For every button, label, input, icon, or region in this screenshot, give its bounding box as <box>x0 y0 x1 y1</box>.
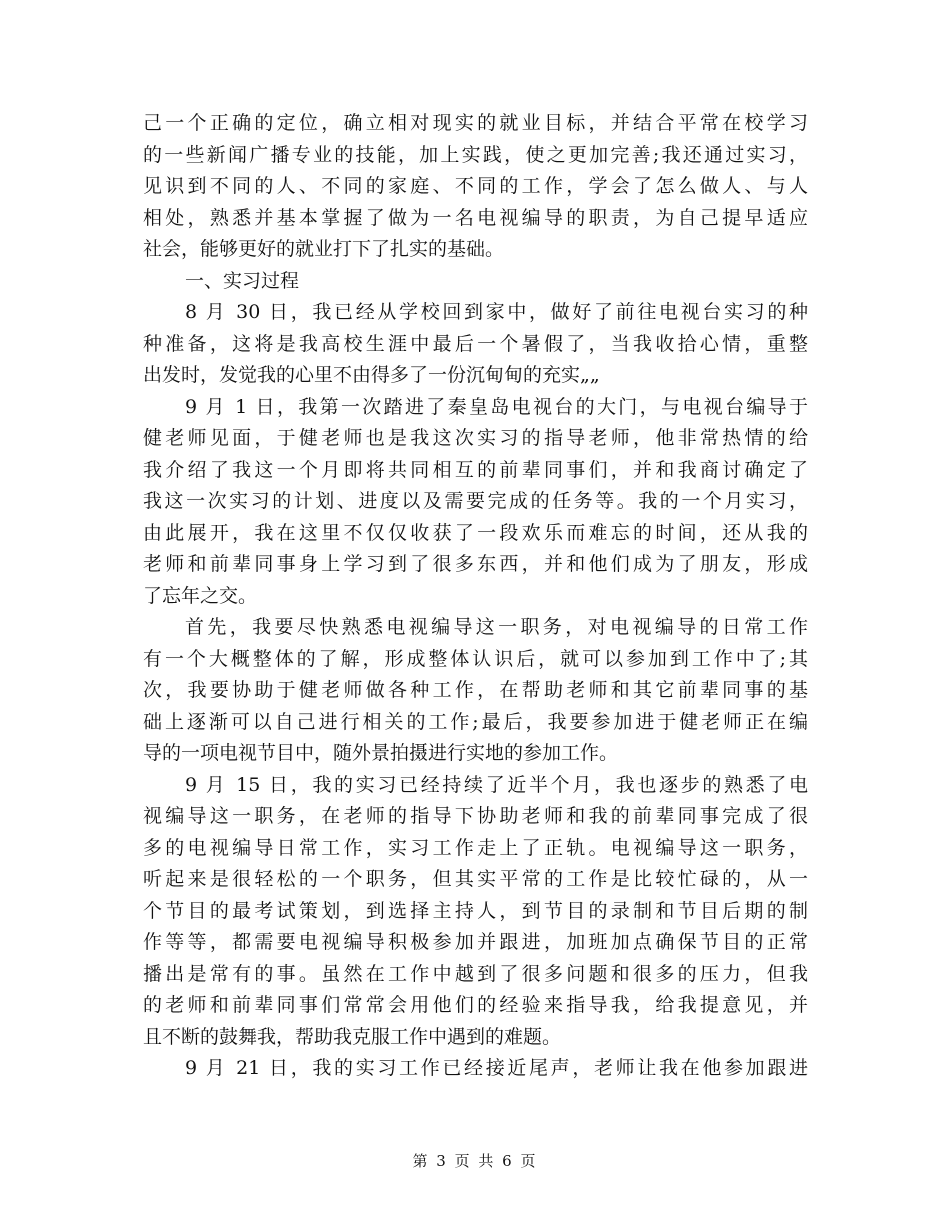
text-line: 且不断的鼓舞我，帮助我克服工作中遇到的难题。 <box>143 1025 562 1048</box>
text-line: 作等等，都需要电视编导积极参加并跟进，加班加点确保节目的正常 <box>143 931 808 953</box>
text-line: 9 月 15 日，我的实习已经持续了近半个月，我也逐步的熟悉了电 <box>185 773 808 796</box>
text-line: 导的一项电视节目中，随外景拍摄进行实地的参加工作。 <box>143 742 619 764</box>
text-line: 9 月 21 日，我的实习工作已经接近尾声，老师让我在他参加跟进 <box>185 1057 808 1079</box>
text-line: 出发时，发觉我的心里不由得多了一份沉甸甸的充实„„ <box>143 364 600 386</box>
text-line: 首先，我要尽快熟悉电视编导这一职务，对电视编导的日常工作 <box>185 616 808 638</box>
text-line: 听起来是很轻松的一个职务，但其实平常的工作是比较忙碌的，从一 <box>143 868 808 890</box>
text-line: 己一个正确的定位，确立相对现实的就业目标，并结合平常在校学习 <box>143 112 808 134</box>
text-line: 次，我要协助于健老师做各种工作，在帮助老师和其它前辈同事的基 <box>143 679 808 701</box>
text-line: 老师和前辈同事身上学习到了很多东西，并和他们成为了朋友，形成 <box>143 553 808 575</box>
text-line: 个节目的最考试策划，到选择主持人，到节目的录制和节目后期的制 <box>143 899 808 922</box>
text-line: 的一些新闻广播专业的技能，加上实践，使之更加完善;我还通过实习， <box>143 143 808 166</box>
text-line: 础上逐渐可以自己进行相关的工作;最后，我要参加进于健老师正在编 <box>143 710 808 733</box>
text-line: 多的电视编导日常工作，实习工作走上了正轨。电视编导这一职务， <box>143 836 808 859</box>
text-line: 有一个大概整体的了解，形成整体认识后，就可以参加到工作中了;其 <box>143 647 808 670</box>
text-line: 播出是常有的事。虽然在工作中越到了很多问题和很多的压力，但我 <box>143 962 808 985</box>
page-footer: 第 3 页 共 6 页 <box>412 1152 538 1170</box>
text-line: 种准备，这将是我高校生涯中最后一个暑假了，当我收拾心情，重整 <box>143 332 808 355</box>
text-line: 相处，熟悉并基本掌握了做为一名电视编导的职责，为自己提早适应 <box>143 206 808 229</box>
text-line: 见识到不同的人、不同的家庭、不同的工作，学会了怎么做人、与人 <box>143 175 808 197</box>
text-line: 由此展开，我在这里不仅仅收获了一段欢乐而难忘的时间，还从我的 <box>143 521 808 544</box>
text-line: 社会，能够更好的就业打下了扎实的基础。 <box>143 238 505 260</box>
text-line: 视编导这一职务，在老师的指导下协助老师和我的前辈同事完成了很 <box>143 805 808 827</box>
text-line: 了忘年之交。 <box>143 584 258 607</box>
text-line: 一、实习过程 <box>185 269 300 292</box>
text-line: 我这一次实习的计划、进度以及需要完成的任务等。我的一个月实习， <box>143 490 808 512</box>
text-line: 的老师和前辈同事们常常会用他们的经验来指导我，给我提意见，并 <box>143 994 808 1016</box>
text-line: 健老师见面，于健老师也是我这次实习的指导老师，他非常热情的给 <box>143 427 808 449</box>
text-line: 9 月 1 日，我第一次踏进了秦皇岛电视台的大门，与电视台编导于 <box>185 395 808 418</box>
document-body <box>143 108 808 1085</box>
text-line: 我介绍了我这一个月即将共同相互的前辈同事们，并和我商讨确定了 <box>143 458 808 481</box>
text-line: 8 月 30 日，我已经从学校回到家中，做好了前往电视台实习的种 <box>185 301 808 323</box>
